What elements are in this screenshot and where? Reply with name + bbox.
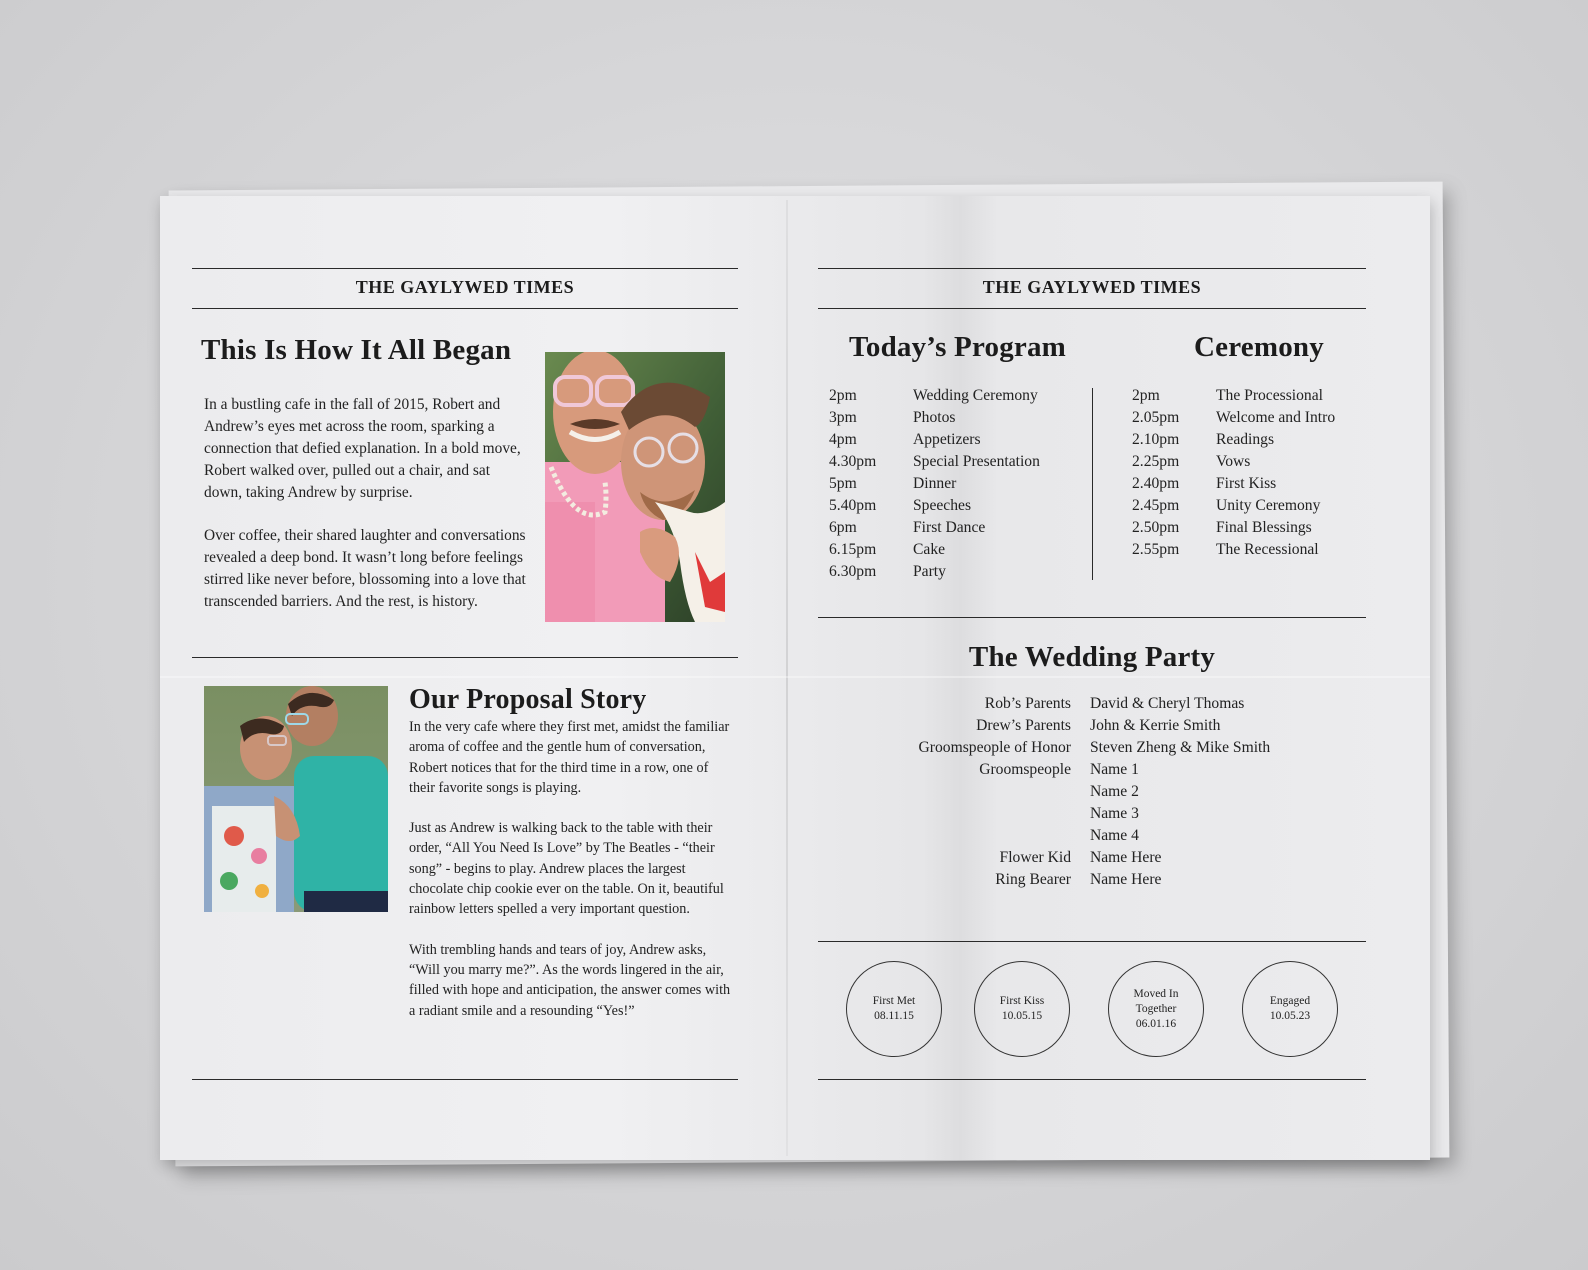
schedule-event: Wedding Ceremony — [913, 387, 1038, 404]
schedule-row — [1132, 475, 1362, 497]
schedule-row — [829, 519, 1079, 541]
schedule-time: 5pm — [829, 475, 857, 492]
party-names: Steven Zheng & Mike Smith — [1090, 739, 1271, 756]
masthead-bottom-rule — [818, 308, 1366, 309]
party-row — [880, 805, 1360, 827]
schedule-event: Speeches — [913, 497, 972, 514]
schedule-row — [829, 497, 1079, 519]
party-row — [880, 695, 1360, 717]
schedule-time: 2pm — [1132, 387, 1160, 404]
center-fold — [786, 200, 788, 1156]
schedule-row — [829, 475, 1079, 497]
milestone-first-met — [846, 961, 942, 1057]
story2-paragraph: With trembling hands and tears of joy, Andrew asks, “Will you marry me?”. As the words lingered in the air, filled with hope and anticipation, the answer comes with a radiant smile and a resounding “Yes!” — [409, 941, 731, 1019]
party-role: Groomspeople — [979, 761, 1071, 778]
schedule-event: Vows — [1216, 453, 1251, 470]
schedule-event: First Dance — [913, 519, 986, 536]
schedule-event: Appetizers — [913, 431, 981, 448]
schedule-time: 4.30pm — [829, 453, 877, 470]
schedule-event: Dinner — [913, 475, 957, 492]
schedule-row — [1132, 519, 1362, 541]
party-names: Name 1 — [1090, 761, 1139, 778]
section-divider-rule — [818, 941, 1366, 942]
schedule-row — [829, 563, 1079, 585]
schedule-time: 2.55pm — [1132, 541, 1180, 558]
party-role: Groomspeople of Honor — [918, 739, 1071, 756]
party-names: Name Here — [1090, 871, 1162, 888]
schedule-event: Special Presentation — [913, 453, 1040, 470]
party-row — [880, 739, 1360, 761]
schedule-event: First Kiss — [1216, 475, 1277, 492]
milestone-label: Together — [1135, 1002, 1177, 1015]
schedule-time: 2.05pm — [1132, 409, 1180, 426]
milestone-label: Moved In — [1133, 987, 1179, 1000]
schedule-event: Welcome and Intro — [1216, 409, 1336, 426]
masthead-top-rule — [818, 268, 1366, 269]
story2-title: Our Proposal Story — [409, 684, 647, 715]
story2-body — [409, 717, 731, 1041]
milestone-label: First Kiss — [999, 995, 1045, 1007]
schedule-time: 6.15pm — [829, 541, 877, 558]
schedule-row — [1132, 453, 1362, 475]
schedule-row — [829, 409, 1079, 431]
party-names: Name 4 — [1090, 827, 1139, 844]
schedule-event: Final Blessings — [1216, 519, 1312, 536]
schedule-row — [829, 387, 1079, 409]
milestone-date: 06.01.16 — [1135, 1017, 1177, 1030]
schedule-row — [1132, 431, 1362, 453]
wedding-party-list — [880, 695, 1360, 893]
couple-portrait-photo — [545, 352, 725, 622]
party-names: Name 2 — [1090, 783, 1139, 800]
schedule-time: 2.45pm — [1132, 497, 1180, 514]
schedule-divider — [1092, 388, 1093, 580]
schedule-row — [1132, 541, 1362, 563]
story2-paragraph: In the very cafe where they first met, amidst the familiar aroma of coffee and the gentle hum of conversation, Robert notices that for the third time in a row, one of their favorite songs is playing. — [409, 719, 730, 796]
party-row — [880, 871, 1360, 893]
couple-portrait-image — [545, 352, 725, 622]
schedule-event: Unity Ceremony — [1216, 497, 1321, 514]
milestone-first-kiss — [974, 961, 1070, 1057]
couple-kiss-photo — [204, 686, 388, 912]
schedule-event: The Recessional — [1216, 541, 1319, 558]
milestone-date: 10.05.23 — [1269, 1010, 1311, 1022]
party-role: Drew’s Parents — [976, 717, 1071, 734]
left-page-bottom-rule — [192, 1079, 738, 1080]
milestone-label: Engaged — [1269, 995, 1311, 1007]
schedule-row — [829, 453, 1079, 475]
schedule-event: Photos — [913, 409, 956, 426]
section-divider-rule — [818, 617, 1366, 618]
milestone-date: 10.05.15 — [1001, 1010, 1043, 1022]
schedule-event: The Processional — [1216, 387, 1323, 404]
party-row — [880, 761, 1360, 783]
schedule-time: 5.40pm — [829, 497, 877, 514]
schedule-time: 2.25pm — [1132, 453, 1180, 470]
schedule-time: 2.50pm — [1132, 519, 1180, 536]
party-row — [880, 717, 1360, 739]
schedule-time: 2.10pm — [1132, 431, 1180, 448]
party-row — [880, 827, 1360, 849]
milestone-moved-in — [1108, 961, 1204, 1057]
party-names: Name Here — [1090, 849, 1162, 866]
party-names: John & Kerrie Smith — [1090, 717, 1221, 734]
party-row — [880, 849, 1360, 871]
masthead-left: THE GAYLYWED TIMES — [355, 277, 575, 297]
schedule-time: 4pm — [829, 431, 857, 448]
schedule-row — [1132, 497, 1362, 519]
schedule-row — [1132, 409, 1362, 431]
story1-body — [204, 394, 526, 634]
masthead-right: THE GAYLYWED TIMES — [982, 277, 1202, 297]
schedule-event: Readings — [1216, 431, 1275, 448]
section-divider-rule — [192, 657, 738, 658]
ceremony-title: Ceremony — [1194, 331, 1324, 363]
schedule-event: Cake — [913, 541, 946, 558]
party-role: Rob’s Parents — [984, 695, 1071, 712]
program-title: Today’s Program — [849, 331, 1067, 363]
milestone-label: First Met — [872, 995, 916, 1007]
milestone-date: 08.11.15 — [874, 1010, 914, 1022]
party-role: Flower Kid — [999, 849, 1071, 866]
wedding-party-title: The Wedding Party — [968, 641, 1216, 673]
schedule-row — [1132, 387, 1362, 409]
schedule-time: 3pm — [829, 409, 857, 426]
masthead-bottom-rule — [192, 308, 738, 309]
story1-paragraph: Over coffee, their shared laughter and conversations revealed a deep bond. It wasn’t long before feelings stirred like never before, blossoming into a love that transcended barriers. And the rest, is history. — [204, 527, 526, 610]
story1-title: This Is How It All Began — [201, 334, 512, 366]
party-names: David & Cheryl Thomas — [1090, 695, 1245, 712]
right-page-bottom-rule — [818, 1079, 1366, 1080]
schedule-time: 2.40pm — [1132, 475, 1180, 492]
schedule-time: 2pm — [829, 387, 857, 404]
party-names: Name 3 — [1090, 805, 1139, 822]
couple-kiss-image — [204, 686, 388, 912]
party-row — [880, 783, 1360, 805]
schedule-row — [829, 541, 1079, 563]
story1-paragraph: In a bustling cafe in the fall of 2015, Robert and Andrew’s eyes met across the room, sparking a connection that defied explanation. In a bold move, Robert walked over, pulled out a chair, and sat down, taking Andrew by surprise. — [204, 396, 521, 501]
horizontal-fold — [160, 676, 1430, 678]
story2-paragraph: Just as Andrew is walking back to the table with their order, “All You Need Is Love” by The Beatles - “their song” - begins to play. Andrew places the largest chocolate chip cookie ever on the table. On it, beautiful rainbow letters spelled a very important question. — [409, 820, 724, 918]
party-role: Ring Bearer — [995, 871, 1071, 888]
milestone-engaged — [1242, 961, 1338, 1057]
schedule-time: 6pm — [829, 519, 857, 536]
ceremony-schedule — [1132, 387, 1362, 563]
schedule-event: Party — [913, 563, 946, 580]
program-schedule — [829, 387, 1079, 585]
masthead-top-rule — [192, 268, 738, 269]
schedule-time: 6.30pm — [829, 563, 877, 580]
schedule-row — [829, 431, 1079, 453]
